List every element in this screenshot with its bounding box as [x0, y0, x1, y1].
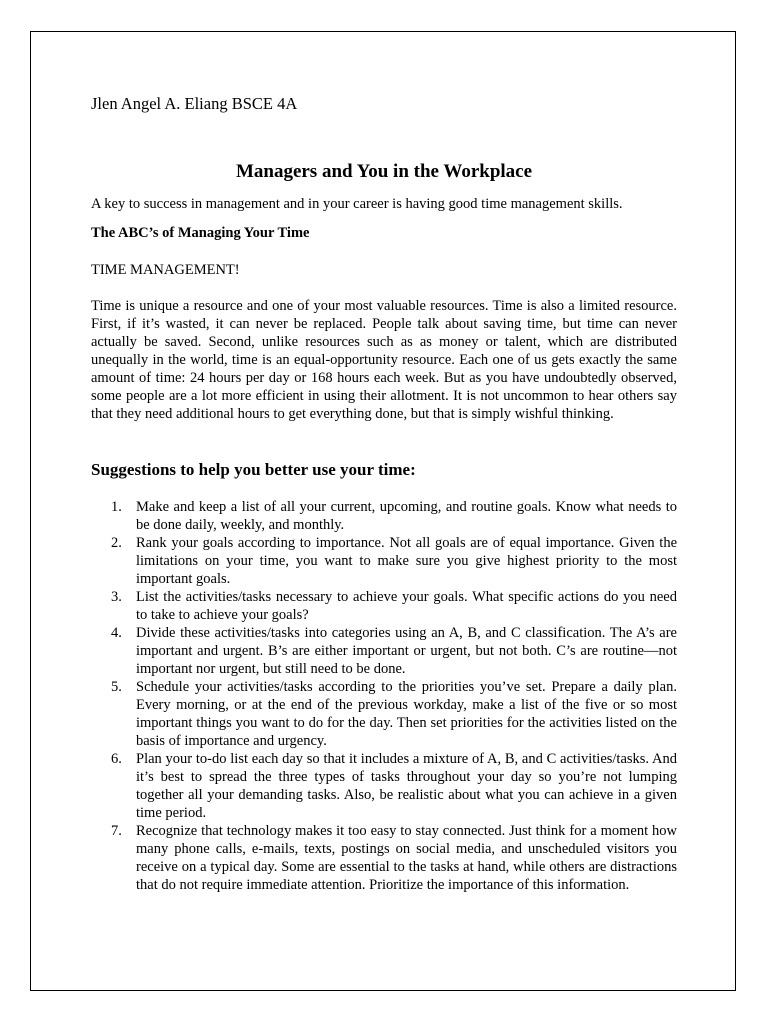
list-number: 2. [111, 535, 122, 551]
document-content [91, 94, 677, 893]
list-item [91, 822, 677, 894]
list-text: Plan your to-do list each day so that it includes a mixture of A, B, and C activities/tasks. And it’s best to spread the three types of tasks throughout your day so you’re not lumping together all your demanding tasks. Also, be realistic about what you can achieve in a given time period. [136, 751, 677, 821]
suggestions-list [91, 498, 677, 894]
list-text: Divide these activities/tasks into categories using an A, B, and C classification. The A’s are important and urgent. B’s are either important or urgent, but not both. C’s are routine—not important nor urgent, but still need to be done. [136, 625, 677, 677]
body-paragraph: Time is unique a resource and one of your most valuable resources. Time is also a limited resource. First, if it’s wasted, it can never be replaced. People talk about saving time, but time can never actually be saved. Second, unlike resources such as as money or talent, which are distributed unequally in the world, time is an equal-opportunity resource. Each one of us gets exactly the same amount of time: 24 hours per day or 168 hours each week. But as you have undoubtedly observed, some people are a lot more efficient in using their allotment. It is not uncommon to hear others say that they need additional hours to get everything done, but that is simply wishful thinking. [91, 298, 677, 422]
list-text: Recognize that technology makes it too easy to stay connected. Just think for a moment how many phone calls, e-mails, texts, postings on social media, and unscheduled visitors you receive on a typical day. Some are essential to the tasks at hand, while others are distractions that do not require immediate attention. Prioritize the importance of this information. [136, 823, 677, 893]
suggestions-heading: Suggestions to help you better use your time: [91, 460, 416, 479]
list-text: Rank your goals according to importance. Not all goals are of equal importance. Given the limitations on your time, you want to make sure you give highest priority to the most important goals. [136, 535, 677, 587]
document-title: Managers and You in the Workplace [235, 161, 533, 182]
list-number: 3. [111, 589, 122, 605]
section-heading: The ABC’s of Managing Your Time [91, 225, 310, 241]
list-number: 4. [111, 625, 122, 641]
list-item [91, 534, 677, 588]
list-text: List the activities/tasks necessary to achieve your goals. What specific actions do you need to take to achieve your goals? [136, 589, 677, 623]
author-line: Jlen Angel A. Eliang BSCE 4A [91, 94, 298, 113]
list-number: 5. [111, 679, 122, 695]
list-number: 6. [111, 751, 122, 767]
list-item [91, 678, 677, 750]
list-number: 1. [111, 499, 122, 515]
list-number: 7. [111, 823, 122, 839]
list-text: Schedule your activities/tasks according to the priorities you’ve set. Prepare a daily plan. Every morning, or at the end of the previous workday, make a list of the five or so most important things you want to do for the day. Then set priorities for the activities listed on the basis of importance and urgency. [136, 679, 677, 749]
list-item [91, 624, 677, 678]
list-item [91, 750, 677, 822]
intro-text: A key to success in management and in your career is having good time management skills. [91, 196, 623, 212]
list-item [91, 588, 677, 624]
list-text: Make and keep a list of all your current, upcoming, and routine goals. Know what needs to be done daily, weekly, and monthly. [136, 499, 677, 533]
list-item [91, 498, 677, 534]
subheading: TIME MANAGEMENT! [91, 262, 240, 278]
